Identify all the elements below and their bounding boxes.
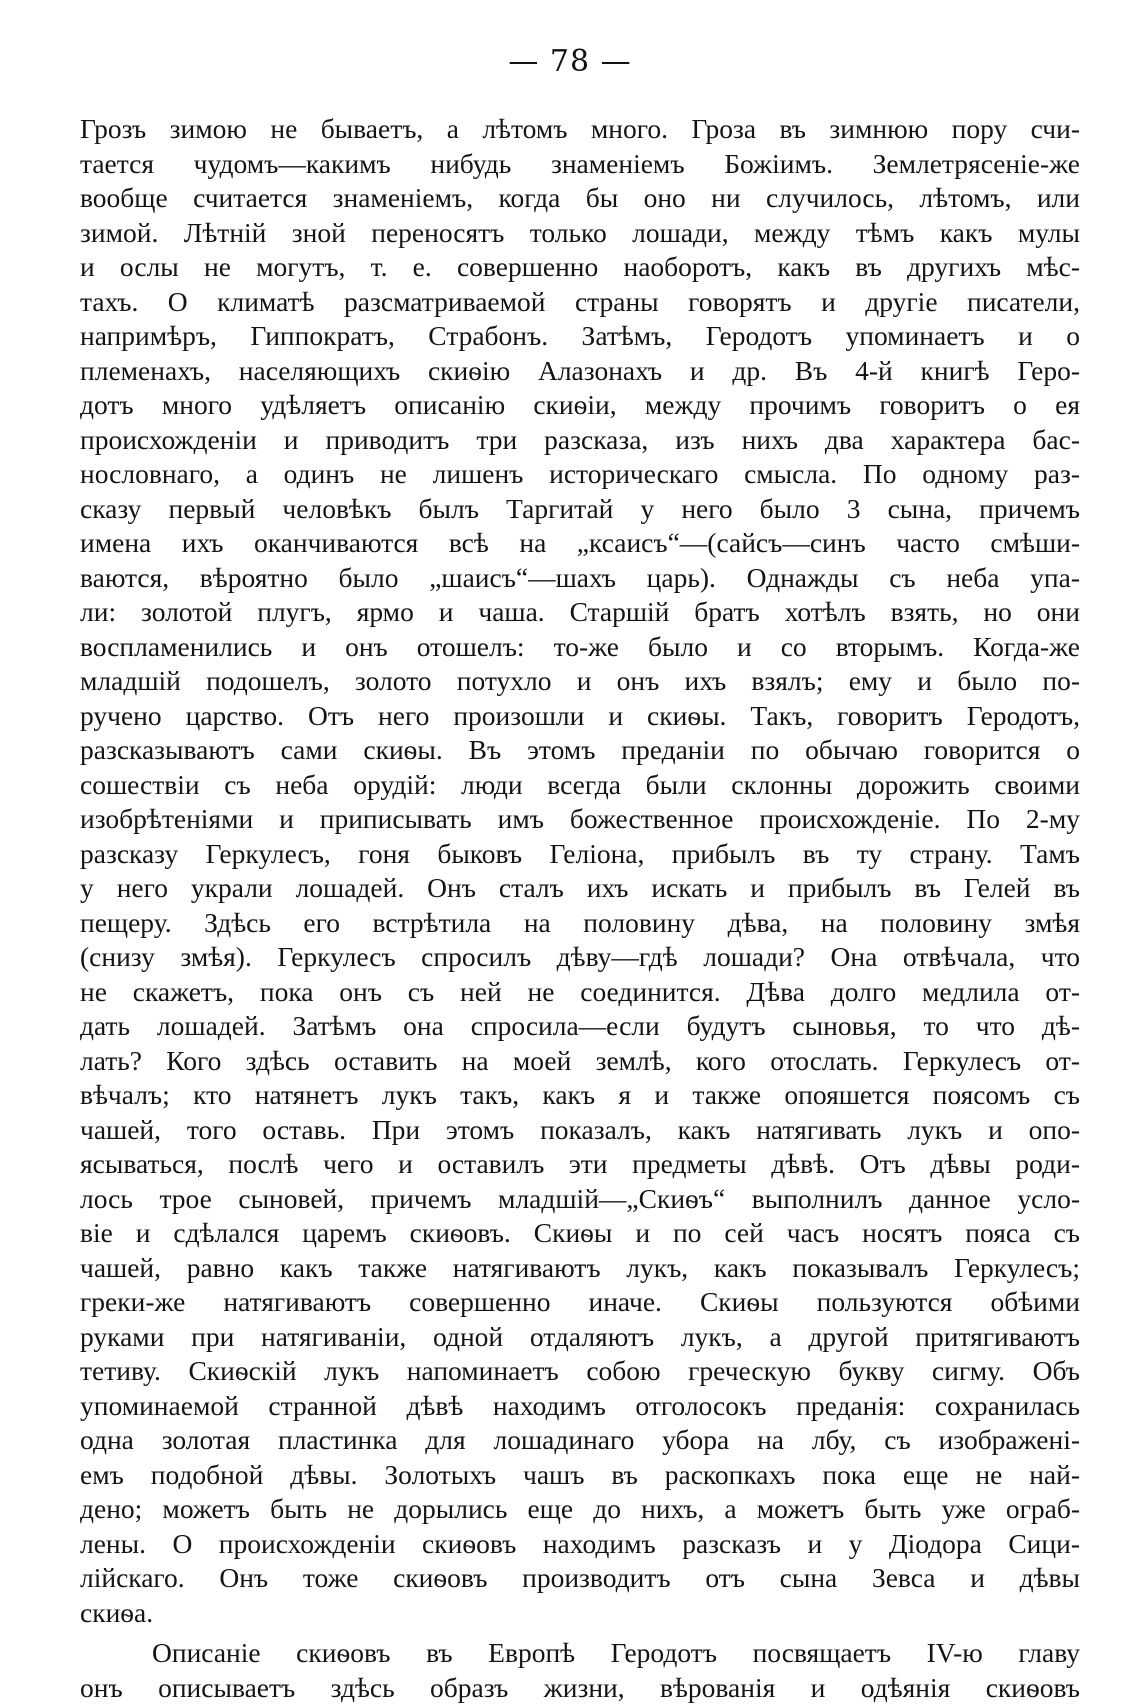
body-text <box>80 112 1080 1705</box>
text-line: дотъ много удѣляетъ описанію скиѳіи, между прочимъ говоритъ о ея <box>80 388 1080 423</box>
text-line: віе и сдѣлался царемъ скиѳовъ. Скиѳы и по сей часъ носятъ пояса съ <box>80 1216 1080 1251</box>
paragraph-1 <box>80 112 1080 1630</box>
text-line: младшій подошелъ, золото потухло и онъ ихъ взялъ; ему и было по- <box>80 664 1080 699</box>
text-line: греки-же натягиваютъ совершенно иначе. Скиѳы пользуются обѣими <box>80 1285 1080 1320</box>
text-line: чашей, того оставь. При этомъ показалъ, какъ натягивать лукъ и опо- <box>80 1113 1080 1148</box>
text-line: (снизу змѣя). Геркулесъ спросилъ дѣву—гдѣ лошади? Она отвѣчала, что <box>80 940 1080 975</box>
paragraph-2 <box>80 1636 1080 1705</box>
text-line: тается чудомъ—какимъ нибудь знаменіемъ Божіимъ. Землетрясеніе-же <box>80 147 1080 182</box>
text-line: ясываться, послѣ чего и оставилъ эти предметы дѣвѣ. Отъ дѣвы роди- <box>80 1147 1080 1182</box>
text-line: напримѣръ, Гиппократъ, Страбонъ. Затѣмъ, Геродотъ упоминаетъ и о <box>80 319 1080 354</box>
text-line: дено; можетъ быть не дорылись еще до нихъ, а можетъ быть уже ограб- <box>80 1492 1080 1527</box>
text-line: упоминаемой странной дѣвѣ находимъ отголосокъ преданія: сохранилась <box>80 1389 1080 1424</box>
text-line: ваются, вѣроятно было „шаисъ“—шахъ царь). Однажды съ неба упа- <box>80 561 1080 596</box>
text-line: разсказываютъ сами скиѳы. Въ этомъ преданіи по обычаю говорится о <box>80 733 1080 768</box>
text-line: лать? Кого здѣсь оставить на моей землѣ, кого отослать. Геркулесъ от- <box>80 1044 1080 1079</box>
text-line: разсказу Геркулесъ, гоня быковъ Геліона, прибылъ въ ту страну. Тамъ <box>80 837 1080 872</box>
text-line: племенахъ, населяющихъ скиѳію Алазонахъ и др. Въ 4-й книгѣ Геро- <box>80 354 1080 389</box>
text-line: сказу первый человѣкъ былъ Таргитай у него было 3 сына, причемъ <box>80 492 1080 527</box>
text-line: Описаніе скиѳовъ въ Европѣ Геродотъ посвящаетъ IV-ю главу <box>80 1636 1080 1671</box>
text-line: происхожденіи и приводитъ три разсказа, изъ нихъ два характера бас- <box>80 423 1080 458</box>
text-line: нословнаго, а одинъ не лишенъ историческаго смысла. По одному раз- <box>80 457 1080 492</box>
text-line: зимой. Лѣтній зной переносятъ только лошади, между тѣмъ какъ мулы <box>80 216 1080 251</box>
text-line: дать лошадей. Затѣмъ она спросила—если будутъ сыновья, то что дѣ- <box>80 1009 1080 1044</box>
text-line: лось трое сыновей, причемъ младшій—„Скиѳъ“ выполнилъ данное усло- <box>80 1182 1080 1217</box>
text-line: вѣчалъ; кто натянетъ лукъ такъ, какъ я и также опояшется поясомъ съ <box>80 1078 1080 1113</box>
text-line: не скажетъ, пока онъ съ ней не соединится. Дѣва долго медлила от- <box>80 975 1080 1010</box>
text-line: воспламенились и онъ отошелъ: то-же было и со вторымъ. Когда-же <box>80 630 1080 665</box>
text-line: имена ихъ оканчиваются всѣ на „ксаисъ“—(сайсъ—синъ часто смѣши- <box>80 526 1080 561</box>
text-line: ручено царство. Отъ него произошли и скиѳы. Такъ, говоритъ Геродотъ, <box>80 699 1080 734</box>
text-line: изобрѣтеніями и приписывать имъ божественное происхожденіе. По 2-му <box>80 802 1080 837</box>
text-line: руками при натягиваніи, одной отдаляютъ лукъ, а другой притягиваютъ <box>80 1320 1080 1355</box>
text-line: онъ описываетъ здѣсь образъ жизни, вѣрованія и одѣянія скиѳовъ <box>80 1671 1080 1705</box>
text-line: одна золотая пластинка для лошадинаго убора на лбу, съ изображені- <box>80 1423 1080 1458</box>
text-line: чашей, равно какъ также натягиваютъ лукъ, какъ показывалъ Геркулесъ; <box>80 1251 1080 1286</box>
text-line: ли: золотой плугъ, ярмо и чаша. Старшій братъ хотѣлъ взять, но они <box>80 595 1080 630</box>
text-line: скиѳа. <box>80 1596 1080 1631</box>
page-number: — 78 — <box>0 44 1140 79</box>
text-line: тетиву. Скиѳскій лукъ напоминаетъ собою греческую букву сигму. Объ <box>80 1354 1080 1389</box>
text-line: тахъ. О климатѣ разсматриваемой страны говорятъ и другіе писатели, <box>80 285 1080 320</box>
text-line: пещеру. Здѣсь его встрѣтила на половину дѣва, на половину змѣя <box>80 906 1080 941</box>
text-line: и ослы не могутъ, т. е. совершенно наоборотъ, какъ въ другихъ мѣс- <box>80 250 1080 285</box>
text-line: сошествіи съ неба орудій: люди всегда были склонны дорожить своими <box>80 768 1080 803</box>
text-line: лены. О происхожденіи скиѳовъ находимъ разсказъ и у Діодора Сици- <box>80 1527 1080 1562</box>
text-line: лійскаго. Онъ тоже скиѳовъ производитъ отъ сына Зевса и дѣвы <box>80 1561 1080 1596</box>
text-line: у него украли лошадей. Онъ сталъ ихъ искать и прибылъ въ Гелей въ <box>80 871 1080 906</box>
text-line: вообще считается знаменіемъ, когда бы оно ни случилось, лѣтомъ, или <box>80 181 1080 216</box>
text-line: Грозъ зимою не бываетъ, а лѣтомъ много. Гроза въ зимнюю пору счи- <box>80 112 1080 147</box>
text-line: емъ подобной дѣвы. Золотыхъ чашъ въ раскопкахъ пока еще не най- <box>80 1458 1080 1493</box>
